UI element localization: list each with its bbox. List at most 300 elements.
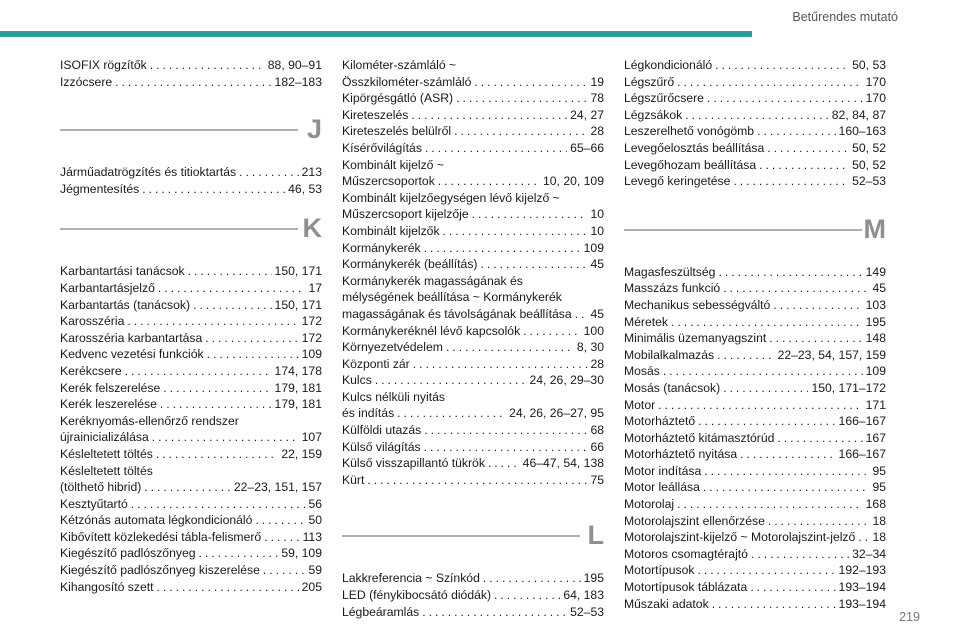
index-entry-pages: 28 <box>590 124 604 139</box>
index-entry <box>624 380 886 397</box>
dot-leader <box>718 264 862 281</box>
index-entry-label: Külső visszapillantó tükrök <box>342 456 485 471</box>
index-entry <box>624 430 886 447</box>
dot-leader <box>422 604 567 621</box>
dot-leader <box>757 123 835 140</box>
index-entry-label: Légszűrőcsere <box>624 91 704 106</box>
index-entry-pages: 168 <box>865 497 886 512</box>
index-entry <box>60 363 322 380</box>
dot-leader <box>483 570 581 587</box>
index-entry-pages: 195 <box>583 571 604 586</box>
index-entry-label: Műszercsoportok <box>342 174 435 189</box>
index-entry-label: Kerék leszerelése <box>60 397 157 412</box>
index-entry-label: Kürt <box>342 472 365 487</box>
dot-leader <box>703 479 870 496</box>
index-entry-pages: 205 <box>301 579 322 594</box>
index-entry <box>342 356 604 373</box>
index-entry-pages: 45 <box>590 306 604 321</box>
index-entry-label: Mosás (tanácsok) <box>624 380 721 395</box>
index-entry-pages: 46, 53 <box>288 181 322 196</box>
index-entry-label: Kormánykeréknél lévő kapcsolók <box>342 323 521 338</box>
dot-leader <box>767 140 849 157</box>
index-entry-pages: 179, 181 <box>274 380 322 395</box>
index-entry-label: Levegő keringetése <box>624 174 731 189</box>
index-entry-label: Leszerelhető vonógömb <box>624 124 755 139</box>
index-entry <box>624 90 886 107</box>
dot-leader <box>156 446 279 463</box>
dot-leader <box>142 181 285 198</box>
index-entry-pages: 65–66 <box>570 140 604 155</box>
dot-leader <box>239 164 299 181</box>
dot-leader <box>205 330 298 347</box>
dot-leader <box>677 74 863 91</box>
index-entry-pages: 22, 159 <box>281 446 322 461</box>
index-entry-pages: 166–167 <box>838 414 886 429</box>
index-entry-pages: 174, 178 <box>274 363 322 378</box>
index-entry-heading: mélységének beállítása ~ Kormánykerék <box>342 290 562 305</box>
index-entry-pages: 78 <box>590 91 604 106</box>
index-entry-pages: 10 <box>590 223 604 238</box>
index-entry <box>342 439 604 456</box>
dot-leader <box>723 280 869 297</box>
dot-leader <box>480 256 587 273</box>
index-entry <box>60 512 322 529</box>
dot-leader <box>769 330 862 347</box>
index-entry <box>342 107 604 124</box>
dot-leader <box>397 405 506 422</box>
index-entry-pages: 148 <box>865 331 886 346</box>
index-entry-pages: 18 <box>872 513 886 528</box>
index-entry <box>342 223 604 240</box>
index-entry-label: és indítás <box>342 406 395 421</box>
dot-leader <box>768 513 870 530</box>
dot-leader <box>424 439 588 456</box>
index-entry <box>342 206 604 223</box>
section-header-k <box>60 211 322 251</box>
dot-leader <box>188 263 272 280</box>
index-entry <box>60 446 322 463</box>
dot-leader <box>750 579 835 596</box>
section-letter: M <box>863 213 886 244</box>
index-entry <box>624 57 886 74</box>
index-entry-label: magasságának és távolságának beállítása <box>342 306 572 321</box>
entry-list-l <box>342 570 604 620</box>
section-divider <box>342 535 580 537</box>
dot-leader <box>264 529 299 546</box>
index-entry-label: Karbantartás (tanácsok) <box>60 297 191 312</box>
index-entry-pages: 160–163 <box>838 124 886 139</box>
index-entry <box>342 173 604 190</box>
index-entry <box>624 314 886 331</box>
index-entry-pages: 95 <box>872 463 886 478</box>
index-entry-label: Mechanikus sebességváltó <box>624 297 771 312</box>
index-entry-pages: 149 <box>865 264 886 279</box>
index-entry <box>624 173 886 190</box>
index-entry-label: Kesztyűtartó <box>60 496 128 511</box>
entry-list-pre <box>60 57 322 90</box>
index-entry <box>624 123 886 140</box>
dot-leader <box>115 74 271 91</box>
index-entry <box>342 339 604 356</box>
index-entry-heading: Kombinált kijelzőegységen lévő kijelző ~ <box>342 190 560 205</box>
index-entry <box>624 579 886 596</box>
index-entry <box>624 529 886 546</box>
index-entry-pages: 56 <box>308 496 322 511</box>
dot-leader <box>160 396 272 413</box>
dot-leader <box>494 587 560 604</box>
index-entry-pages: 192–193 <box>838 563 886 578</box>
index-entry <box>60 346 322 363</box>
index-entry-label: Járműadatrögzítés és titioktartás <box>60 165 237 180</box>
index-column-2 <box>342 57 604 620</box>
index-entry-label: Kormánykerék <box>342 240 421 255</box>
entry-list-m <box>624 264 886 612</box>
index-entry-pages: 193–194 <box>838 596 886 611</box>
dot-leader <box>443 223 588 240</box>
index-entry-pages: 179, 181 <box>274 397 322 412</box>
index-entry-pages: 107 <box>301 430 322 445</box>
index-entry-label: Méretek <box>624 314 669 329</box>
dot-leader <box>773 297 862 314</box>
index-entry <box>342 123 604 140</box>
index-entry-label: Motoros csomagtérajtó <box>624 546 748 561</box>
index-entry-label: Motorháztető kitámasztórúd <box>624 430 775 445</box>
index-entry-pages: 28 <box>590 356 604 371</box>
dot-leader <box>751 546 849 563</box>
dot-leader <box>263 562 306 579</box>
index-entry-pages: 75 <box>590 472 604 487</box>
index-entry <box>60 297 322 314</box>
index-entry-pages: 8, 30 <box>576 340 604 355</box>
index-entry <box>342 587 604 604</box>
index-entry-pages: 52–53 <box>852 174 886 189</box>
index-entry-pages: 45 <box>590 257 604 272</box>
index-entry <box>60 479 322 496</box>
index-entry <box>624 347 886 364</box>
index-entry-pages: 172 <box>301 330 322 345</box>
index-entry <box>60 429 322 446</box>
dot-leader <box>707 90 863 107</box>
index-entry-heading: Kombinált kijelző ~ <box>342 157 444 172</box>
index-entry-pages: 59, 109 <box>281 546 322 561</box>
index-entry-pages: 10 <box>590 207 604 222</box>
index-entry-pages: 24, 26, 29–30 <box>529 373 604 388</box>
index-entry-label: Levegőhozam beállítása <box>624 157 757 172</box>
index-entry-pages: 172 <box>301 314 322 329</box>
index-entry-pages: 50 <box>308 513 322 528</box>
index-entry <box>342 422 604 439</box>
index-entry <box>624 74 886 91</box>
section-letter: J <box>306 114 322 145</box>
index-entry <box>624 562 886 579</box>
index-entry-pages: 59 <box>308 563 322 578</box>
dot-leader <box>717 347 774 364</box>
index-entry-label: Kireteszelés belülről <box>342 124 452 139</box>
index-entry-label: Kiegészítő padlószőnyeg kiszerelése <box>60 563 260 578</box>
index-entry-label: Kulcs <box>342 373 372 388</box>
index-entry-label: Külföldi utazás <box>342 423 422 438</box>
index-entry-pages: 103 <box>865 297 886 312</box>
index-entry <box>342 604 604 621</box>
dot-leader <box>144 479 231 496</box>
dot-leader <box>438 173 540 190</box>
index-entry <box>624 546 886 563</box>
dot-leader <box>446 339 574 356</box>
index-entry-pages: 50, 53 <box>852 58 886 72</box>
dot-leader <box>723 380 808 397</box>
index-entry-label: Lakkreferencia ~ Színkód <box>342 571 480 586</box>
index-entry <box>60 380 322 397</box>
index-entry-pages: 150, 171–172 <box>811 380 886 395</box>
index-entry-label: Légzsákok <box>624 107 683 122</box>
index-entry-pages: 17 <box>308 280 322 295</box>
index-entry <box>60 74 322 91</box>
entry-list-k <box>60 263 322 595</box>
dot-leader <box>698 413 835 430</box>
index-entry-label: Izzócsere <box>60 74 113 89</box>
dot-leader <box>150 57 265 74</box>
dot-leader <box>663 363 863 380</box>
index-entry-pages: 50, 52 <box>852 140 886 155</box>
index-entry-label: Motor <box>624 397 656 412</box>
index-entry-label: Motortípusok <box>624 563 695 578</box>
index-entry-label: Légbeáramlás <box>342 604 420 619</box>
index-entry-pages: 82, 84, 87 <box>831 107 886 122</box>
index-entry-label: Környezetvédelem <box>342 340 443 355</box>
index-entry-pages: 150, 171 <box>274 264 322 279</box>
dot-leader <box>704 463 869 480</box>
index-entry <box>342 472 604 489</box>
dot-leader <box>658 397 863 414</box>
index-entry <box>60 330 322 347</box>
section-header-l <box>342 518 604 558</box>
index-entry-pages: 182–183 <box>274 74 322 89</box>
index-entry-label: Mosás <box>624 364 660 379</box>
index-entry <box>624 330 886 347</box>
index-entry-pages: 109 <box>301 347 322 362</box>
index-entry-label: Motorháztető <box>624 414 696 429</box>
index-entry-label: Motorolaj <box>624 497 675 512</box>
dot-leader <box>424 240 581 257</box>
index-entry-pages: 68 <box>590 423 604 438</box>
index-entry-pages: 166–167 <box>838 447 886 462</box>
index-entry <box>342 306 604 323</box>
index-entry <box>624 140 886 157</box>
index-entry-label: Masszázs funkció <box>624 281 721 296</box>
dot-leader <box>424 422 587 439</box>
index-entry-label: Magasfeszültség <box>624 264 716 279</box>
index-entry-label: Karosszéria <box>60 314 125 329</box>
dot-leader <box>158 280 306 297</box>
index-entry-label: Minimális üzemanyagszint <box>624 331 767 346</box>
index-entry <box>60 263 322 280</box>
index-entry-label: Motorolajszint ellenőrzése <box>624 513 765 528</box>
index-entry-pages: 95 <box>872 480 886 495</box>
index-entry-label: Műszaki adatok <box>624 596 709 611</box>
index-entry <box>624 280 886 297</box>
index-entry <box>342 323 604 340</box>
index-entry-heading: Kormánykerék magasságának és <box>342 273 523 288</box>
index-entry-label: Kipörgésgátló (ASR) <box>342 91 454 106</box>
dot-leader <box>488 455 520 472</box>
index-entry-pages: 195 <box>865 314 886 329</box>
index-entry <box>342 140 604 157</box>
index-entry-pages: 24, 27 <box>570 107 604 122</box>
dot-leader <box>740 446 835 463</box>
dot-leader <box>157 579 299 596</box>
index-entry-label: Légkondicionáló <box>624 58 713 72</box>
index-entry-label: Motorolajszint-kijelző ~ Motorolajszint-jelző <box>624 530 856 545</box>
index-entry-label: Mobilalkalmazás <box>624 347 715 362</box>
index-entry <box>624 107 886 124</box>
dot-leader <box>456 90 587 107</box>
index-entry-label: Motor leállása <box>624 480 700 495</box>
index-entry-pages: 22–23, 151, 157 <box>233 480 322 495</box>
index-entry <box>624 513 886 530</box>
index-entry-pages: 18 <box>872 530 886 545</box>
dot-leader <box>759 157 849 174</box>
index-column-1 <box>60 57 322 595</box>
dot-leader <box>523 323 580 340</box>
index-entry-label: újrainicializálása <box>60 430 149 445</box>
index-column-3 <box>624 57 886 612</box>
index-entry-pages: 170 <box>865 91 886 106</box>
section-header-j <box>60 112 322 152</box>
entry-list-l-cont <box>624 57 886 190</box>
dot-leader <box>413 356 588 373</box>
index-entry-pages: 171 <box>865 397 886 412</box>
index-entry-pages: 150, 171 <box>274 297 322 312</box>
index-entry <box>60 280 322 297</box>
index-entry-pages: 45 <box>872 281 886 296</box>
index-entry-label: Késleltetett töltés <box>60 446 153 461</box>
index-entry-heading: Késleltetett töltés <box>60 463 153 478</box>
index-entry <box>60 496 322 513</box>
index-entry <box>342 570 604 587</box>
index-entry-pages: 64, 183 <box>563 588 604 603</box>
index-entry-pages: 88, 90–91 <box>267 58 322 72</box>
index-entry <box>624 397 886 414</box>
index-entry-label: Kedvenc vezetési funkciók <box>60 347 204 362</box>
index-entry-heading: Keréknyomás-ellenőrző rendszer <box>60 413 239 428</box>
index-entry <box>60 57 322 74</box>
index-entry <box>624 463 886 480</box>
index-entry <box>342 405 604 422</box>
page-header-title: Betűrendes mutató <box>792 10 898 24</box>
index-entry-pages: 109 <box>583 240 604 255</box>
index-entry-pages: 32–34 <box>852 546 886 561</box>
index-entry-label: ISOFIX rögzítők <box>60 58 147 72</box>
index-entry-label: Motorháztető nyitása <box>624 447 738 462</box>
index-entry-pages: 50, 52 <box>852 157 886 172</box>
index-entry-label: LED (fénykibocsátó diódák) <box>342 588 492 603</box>
dot-leader <box>697 562 835 579</box>
dot-leader <box>125 363 272 380</box>
section-header-m <box>624 212 886 252</box>
page-number: 219 <box>899 610 920 624</box>
index-entry <box>60 579 322 596</box>
index-entry-label: Központi zár <box>342 356 410 371</box>
dot-leader <box>671 314 863 331</box>
section-divider <box>624 229 862 231</box>
dot-leader <box>255 512 305 529</box>
index-entry <box>624 596 886 613</box>
index-entry <box>624 157 886 174</box>
index-entry-pages: 193–194 <box>838 580 886 595</box>
index-entry-pages: 22–23, 54, 157, 159 <box>777 347 886 362</box>
dot-leader <box>152 429 299 446</box>
index-entry <box>60 396 322 413</box>
index-entry-pages: 10, 20, 109 <box>543 174 604 189</box>
index-entry-pages: 113 <box>302 529 322 544</box>
index-entry <box>60 181 322 198</box>
header-accent-bar <box>0 31 752 37</box>
dot-leader <box>777 430 862 447</box>
dot-leader <box>193 297 271 314</box>
dot-leader <box>207 346 299 363</box>
index-entry-pages: 100 <box>583 323 604 338</box>
dot-leader <box>685 107 829 124</box>
index-entry <box>60 545 322 562</box>
dot-leader <box>472 206 588 223</box>
dot-leader <box>733 173 849 190</box>
dot-leader <box>411 107 567 124</box>
index-entry-pages: 170 <box>865 74 886 89</box>
index-entry <box>624 363 886 380</box>
dot-leader <box>575 306 588 323</box>
index-entry-label: Kísérővilágítás <box>342 140 422 155</box>
index-entry-label: Kétzónás automata légkondicionáló <box>60 513 253 528</box>
dot-leader <box>474 74 587 91</box>
dot-leader <box>127 313 298 330</box>
index-entry-label: Összkilométer-számláló <box>342 74 472 89</box>
index-entry <box>624 446 886 463</box>
dot-leader <box>712 596 836 613</box>
dot-leader <box>367 472 587 489</box>
index-entry-pages: 19 <box>590 74 604 89</box>
index-entry-label: Külső világítás <box>342 439 421 454</box>
index-entry-pages: 52–53 <box>570 604 604 619</box>
index-entry-label: Levegőelosztás beállítása <box>624 140 765 155</box>
index-entry-label: Kombinált kijelzők <box>342 223 440 238</box>
index-entry-label: Motortípusok táblázata <box>624 580 748 595</box>
index-entry-heading: Kilométer-számláló ~ <box>342 58 457 72</box>
dot-leader <box>199 545 279 562</box>
index-entry <box>60 562 322 579</box>
dot-leader <box>131 496 306 513</box>
index-entry <box>342 240 604 257</box>
index-entry-label: Kormánykerék (beállítás) <box>342 257 478 272</box>
index-entry-label: Karosszéria karbantartása <box>60 330 203 345</box>
index-entry-label: Kiegészítő padlószőnyeg <box>60 546 196 561</box>
index-entry <box>624 496 886 513</box>
index-entry-label: (tölthető hibrid) <box>60 480 142 495</box>
index-entry-label: Kihangosító szett <box>60 579 154 594</box>
index-entry-pages: 66 <box>590 439 604 454</box>
index-entry-label: Motor indítása <box>624 463 702 478</box>
section-divider <box>60 228 298 230</box>
entry-list-j <box>60 164 322 197</box>
index-entry-label: Kerék felszerelése <box>60 380 161 395</box>
index-entry-pages: 46–47, 54, 138 <box>522 456 604 471</box>
section-divider <box>60 129 298 131</box>
dot-leader <box>425 140 567 157</box>
index-entry <box>624 264 886 281</box>
index-entry <box>624 479 886 496</box>
index-entry-label: Légszűrő <box>624 74 675 89</box>
index-entry <box>342 455 604 472</box>
index-entry <box>624 413 886 430</box>
